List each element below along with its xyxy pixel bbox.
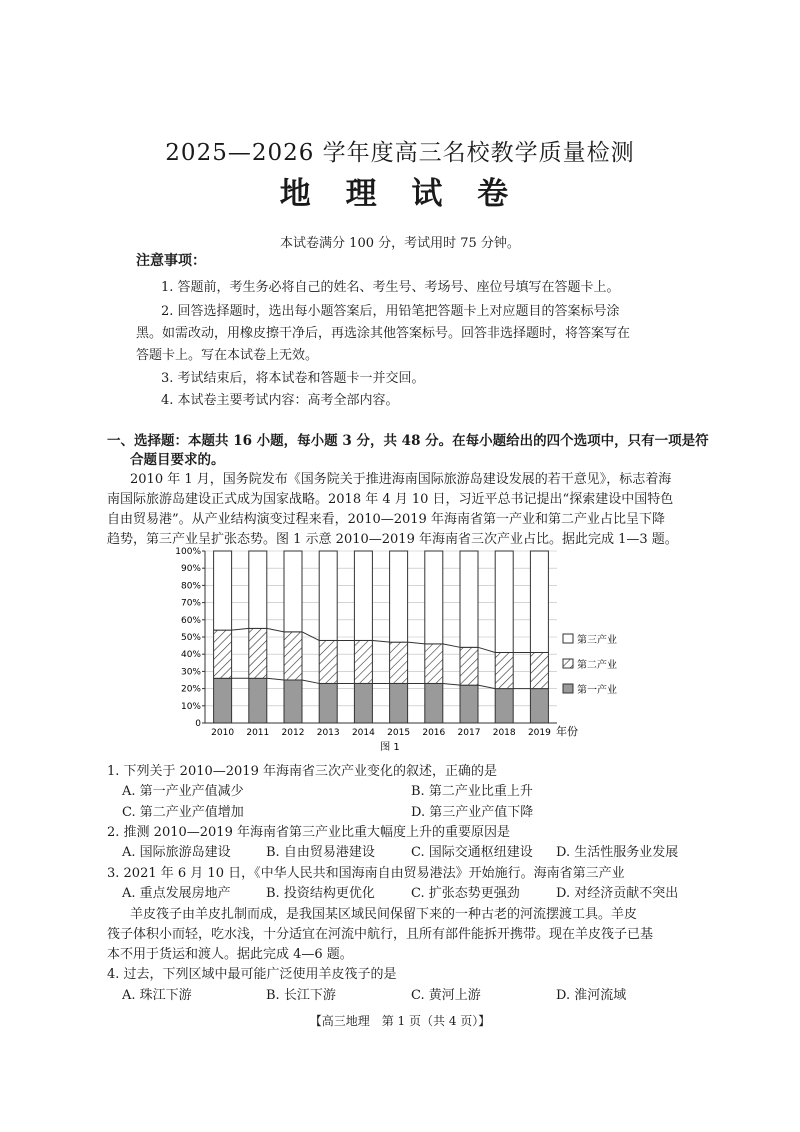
question-1-option-c[interactable]: C. 第二产业产值增加	[122, 805, 244, 820]
notice-line: 黑。如需改动，用橡皮擦干净后，再选涂其他答案标号。回答非选择题时，将答案写在	[136, 326, 631, 341]
x-tick-label: 2015	[387, 728, 411, 738]
y-tick-label: 70%	[180, 598, 201, 609]
bar-secondary-2012	[284, 632, 302, 680]
secondary-trend-line	[408, 642, 425, 644]
legend-label-secondary: 第二产业	[577, 660, 617, 671]
bar-primary-2011	[249, 678, 267, 723]
question-4-option-c[interactable]: C. 黄河上游	[411, 988, 481, 1003]
question-4-option-a[interactable]: A. 珠江下游	[122, 988, 192, 1003]
x-tick-label: 2018	[492, 728, 516, 738]
chart-caption: 图 1	[380, 742, 400, 753]
bar-primary-2012	[284, 680, 302, 723]
bar-tertiary-2010	[214, 551, 232, 630]
question-2-option-c[interactable]: C. 国际交通枢纽建设	[411, 845, 533, 860]
passage-line: 趋势，第三产业呈扩张态势。图 1 示意 2010—2019 年海南省三次产业占比。据此完成 1—3 题。	[107, 532, 678, 547]
legend-swatch-primary	[563, 684, 573, 693]
y-tick-label: 20%	[180, 684, 201, 695]
question-2-option-d[interactable]: D. 生活性服务业发展	[556, 845, 679, 860]
question-4-stem: 4. 过去，下列区域中最可能广泛使用羊皮筏子的是	[107, 967, 397, 982]
exam-note: 本试卷满分 100 分，考试用时 75 分钟。	[280, 236, 520, 251]
secondary-trend-line	[372, 640, 389, 642]
secondary-trend-line	[232, 628, 249, 630]
bar-primary-2013	[319, 683, 337, 723]
exam-title: 2025—2026 学年度高三名校教学质量检测	[165, 140, 635, 166]
legend-label-tertiary: 第三产业	[577, 635, 617, 646]
legend-swatch-tertiary	[563, 634, 573, 643]
legend-swatch-secondary	[563, 659, 573, 668]
question-4-option-d[interactable]: D. 淮河流域	[556, 988, 627, 1003]
bar-primary-2017	[460, 685, 478, 723]
bar-tertiary-2012	[284, 551, 302, 632]
bar-primary-2016	[425, 683, 443, 723]
question-2-option-a[interactable]: A. 国际旅游岛建设	[122, 845, 231, 860]
legend-label-primary: 第一产业	[577, 685, 617, 696]
y-tick-label: 80%	[180, 581, 201, 592]
question-3-option-c[interactable]: C. 扩张态势更强劲	[411, 886, 520, 901]
bar-secondary-2018	[495, 652, 513, 688]
bar-tertiary-2019	[530, 551, 548, 652]
question-4-option-b[interactable]: B. 长江下游	[266, 988, 336, 1003]
x-tick-label: 2019	[527, 728, 551, 738]
bar-tertiary-2011	[249, 551, 267, 628]
bar-primary-2015	[390, 683, 408, 723]
passage2-line: 本不用于货运和渡人。据此完成 4—6 题。	[107, 947, 353, 962]
question-2-option-b[interactable]: B. 自由贸易港建设	[266, 845, 375, 860]
bar-primary-2018	[495, 689, 513, 723]
notice-line: 答题卡上。写在本试卷上无效。	[136, 348, 319, 363]
notice-line: 3. 考试结束后，将本试卷和答题卡一并交回。	[161, 371, 425, 386]
section-heading-cont: 合题目要求的。	[130, 452, 225, 468]
question-1-option-d[interactable]: D. 第三产业产值下降	[411, 805, 534, 820]
bar-tertiary-2014	[354, 551, 372, 640]
y-tick-label: 60%	[180, 615, 201, 626]
x-tick-label: 2017	[457, 728, 481, 738]
primary-trend-line	[478, 685, 495, 688]
passage-line: 南国际旅游岛建设正式成为国家战略。2018 年 4 月 10 日，习近平总书记提出“探索建设中国特色	[107, 492, 674, 507]
y-tick-label: 50%	[180, 633, 201, 643]
bar-secondary-2016	[425, 644, 443, 684]
bar-tertiary-2018	[495, 551, 513, 652]
question-3-stem: 3. 2021 年 6 月 10 日，《中华人民共和国海南自由贸易港法》开始施行。海南省第三产业	[107, 866, 625, 881]
secondary-trend-line	[443, 644, 460, 647]
primary-trend-line	[443, 683, 460, 685]
passage-line: 2010 年 1 月，国务院发布《国务院关于推进海南国际旅游岛建设发展的若干意见》，标志着海	[130, 472, 672, 487]
bar-secondary-2017	[460, 647, 478, 685]
notice-line: 2. 回答选择题时，选出每小题答案后，用铅笔把答题卡上对应题目的答案标号涂	[161, 304, 620, 319]
secondary-trend-line	[478, 647, 495, 652]
y-tick-label: 40%	[180, 650, 201, 661]
y-tick-label: 90%	[180, 564, 201, 575]
section-heading: 一、选择题：本题共 16 小题，每小题 3 分，共 48 分。在每小题给出的四个选项中，只有一项是符	[107, 433, 709, 449]
question-2-stem: 2. 推测 2010—2019 年海南省第三产业比重大幅度上升的重要原因是	[107, 825, 510, 840]
primary-trend-line	[267, 678, 284, 680]
question-3-option-a[interactable]: A. 重点发展房地产	[122, 886, 231, 901]
question-1-option-a[interactable]: A. 第一产业产值减少	[122, 784, 244, 799]
x-tick-label: 2013	[316, 728, 340, 738]
primary-trend-line	[302, 680, 319, 683]
page-footer: 【高三地理 第 1 页（共 4 页）】	[309, 1014, 491, 1028]
y-tick-label: 10%	[180, 701, 201, 712]
secondary-trend-line	[267, 628, 284, 631]
x-tick-label: 2014	[351, 728, 375, 738]
question-3-option-d[interactable]: D. 对经济贡献不突出	[556, 886, 679, 901]
notice-line: 1. 答题前，考生务必将自己的姓名、考生号、考场号、座位号填写在答题卡上。	[161, 280, 620, 295]
question-1-stem: 1. 下列关于 2010—2019 年海南省三次产业变化的叙述，正确的是	[107, 764, 497, 779]
bar-secondary-2013	[319, 640, 337, 683]
y-tick-label: 100%	[175, 547, 201, 557]
bar-secondary-2010	[214, 630, 232, 678]
passage2-line: 羊皮筏子由羊皮扎制而成，是我国某区域民间保留下来的一种古老的河流摆渡工具。羊皮	[130, 907, 638, 922]
industry-share-chart	[160, 543, 660, 755]
x-tick-label: 2010	[211, 728, 235, 738]
notice-heading: 注意事项：	[136, 253, 206, 269]
bar-secondary-2011	[249, 628, 267, 678]
bar-tertiary-2013	[319, 551, 337, 640]
x-axis-label: 年份	[556, 725, 578, 738]
bar-primary-2014	[354, 683, 372, 723]
secondary-trend-line	[302, 632, 319, 641]
bar-tertiary-2016	[425, 551, 443, 644]
y-tick-label: 0	[195, 719, 201, 729]
bar-secondary-2019	[530, 652, 548, 688]
bar-primary-2019	[530, 689, 548, 723]
subject-title: 地 理 试 卷	[279, 176, 521, 212]
y-tick-label: 30%	[180, 667, 201, 678]
bar-tertiary-2015	[390, 551, 408, 642]
x-tick-label: 2016	[422, 728, 446, 738]
x-tick-label: 2011	[246, 728, 270, 738]
question-3-option-b[interactable]: B. 投资结构更优化	[266, 886, 375, 901]
bar-secondary-2014	[354, 640, 372, 683]
bar-primary-2010	[214, 678, 232, 723]
passage2-line: 筏子体积小而轻，吃水浅，十分适宜在河流中航行，且所有部件能拆开携带。现在羊皮筏子已基	[107, 927, 654, 942]
chart-legend	[563, 633, 617, 696]
bar-tertiary-2017	[460, 551, 478, 647]
x-tick-label: 2012	[281, 728, 305, 738]
passage-line: 自由贸易港”。从产业结构演变过程来看，2010—2019 年海南省第一产业和第二产业占比呈下降	[107, 512, 665, 527]
question-1-option-b[interactable]: B. 第二产业比重上升	[411, 784, 533, 799]
notice-line: 4. 本试卷主要考试内容：高考全部内容。	[161, 393, 399, 408]
bar-secondary-2015	[390, 642, 408, 683]
